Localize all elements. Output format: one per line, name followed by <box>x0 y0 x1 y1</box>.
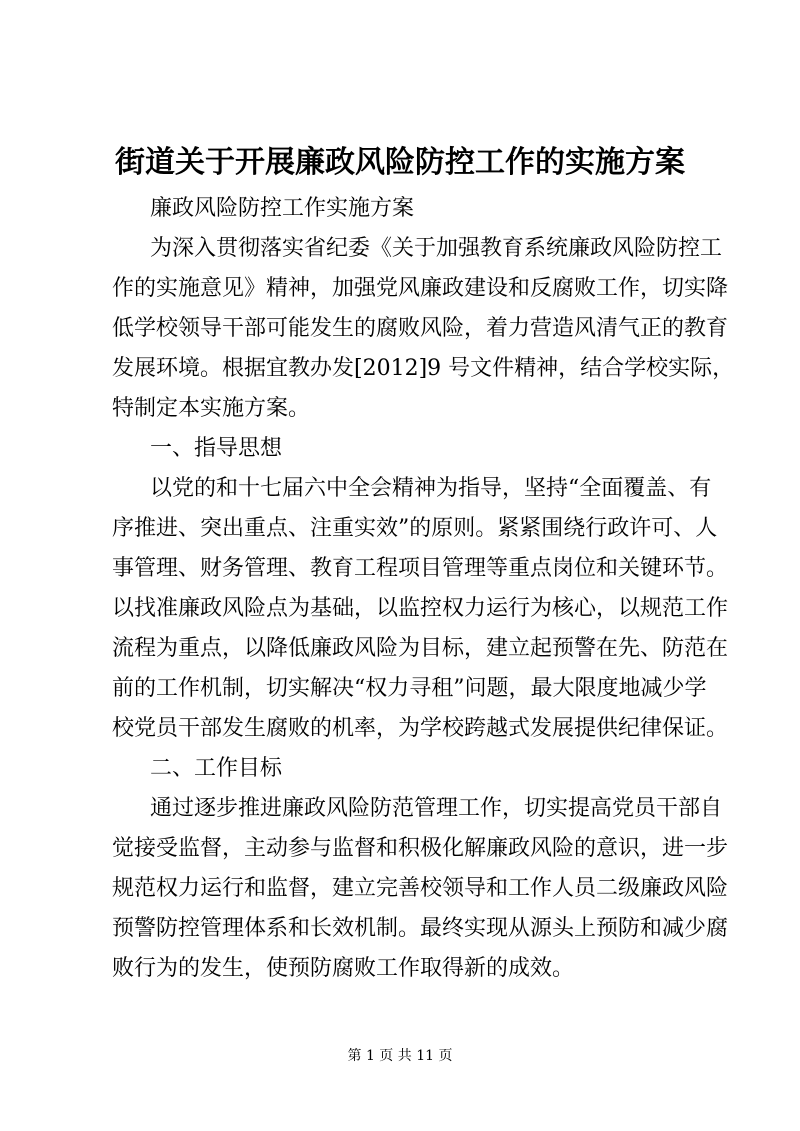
body-line: 流程为重点，以降低廉政风险为目标，建立起预警在先、防范在 <box>112 636 729 661</box>
body-line: 以找准廉政风险点为基础，以监控权力运行为核心，以规范工作 <box>112 596 729 621</box>
subtitle-line: 廉政风险防控工作实施方案 <box>150 196 415 221</box>
body-line: 败行为的发生，使预防腐败工作取得新的成效。 <box>112 956 575 981</box>
body-line: 通过逐步推进廉政风险防范管理工作，切实提高党员干部自 <box>150 796 723 821</box>
body-line: 事管理、财务管理、教育工程项目管理等重点岗位和关键环节。 <box>112 556 729 581</box>
body-line: 序推进、突出重点、注重实效”的原则。紧紧围绕行政许可、人 <box>112 516 718 541</box>
body-line: 低学校领导干部可能发生的腐败风险，着力营造风清气正的教育 <box>112 316 729 341</box>
body-line: 规范权力运行和监督，建立完善校领导和工作人员二级廉政风险 <box>112 876 729 901</box>
body-line: 校党员干部发生腐败的机率，为学校跨越式发展提供纪律保证。 <box>112 716 729 741</box>
section-heading: 二、工作目标 <box>150 756 283 781</box>
page-number: 第 1 页 共 11 页 <box>347 1048 453 1064</box>
body-line: 预警防控管理体系和长效机制。最终实现从源头上预防和减少腐 <box>112 916 729 941</box>
body-line: 特制定本实施方案。 <box>112 396 311 421</box>
section-heading: 一、指导思想 <box>150 436 283 461</box>
body-line: 作的实施意见》精神，加强党风廉政建设和反腐败工作，切实降 <box>112 276 729 301</box>
body-line: 发展环境。根据宜教办发[2012]9 号文件精神，结合学校实际， <box>112 356 735 381</box>
body-line: 以党的和十七届六中全会精神为指导，坚持“全面覆盖、有 <box>150 476 712 501</box>
body-line: 觉接受监督，主动参与监督和积极化解廉政风险的意识，进一步 <box>112 836 729 861</box>
body-line: 前的工作机制，切实解决“权力寻租”问题，最大限度地减少学 <box>112 676 707 701</box>
document-title: 街道关于开展廉政风险防控工作的实施方案 <box>115 145 685 180</box>
body-line: 为深入贯彻落实省纪委《关于加强教育系统廉政风险防控工 <box>150 236 723 261</box>
